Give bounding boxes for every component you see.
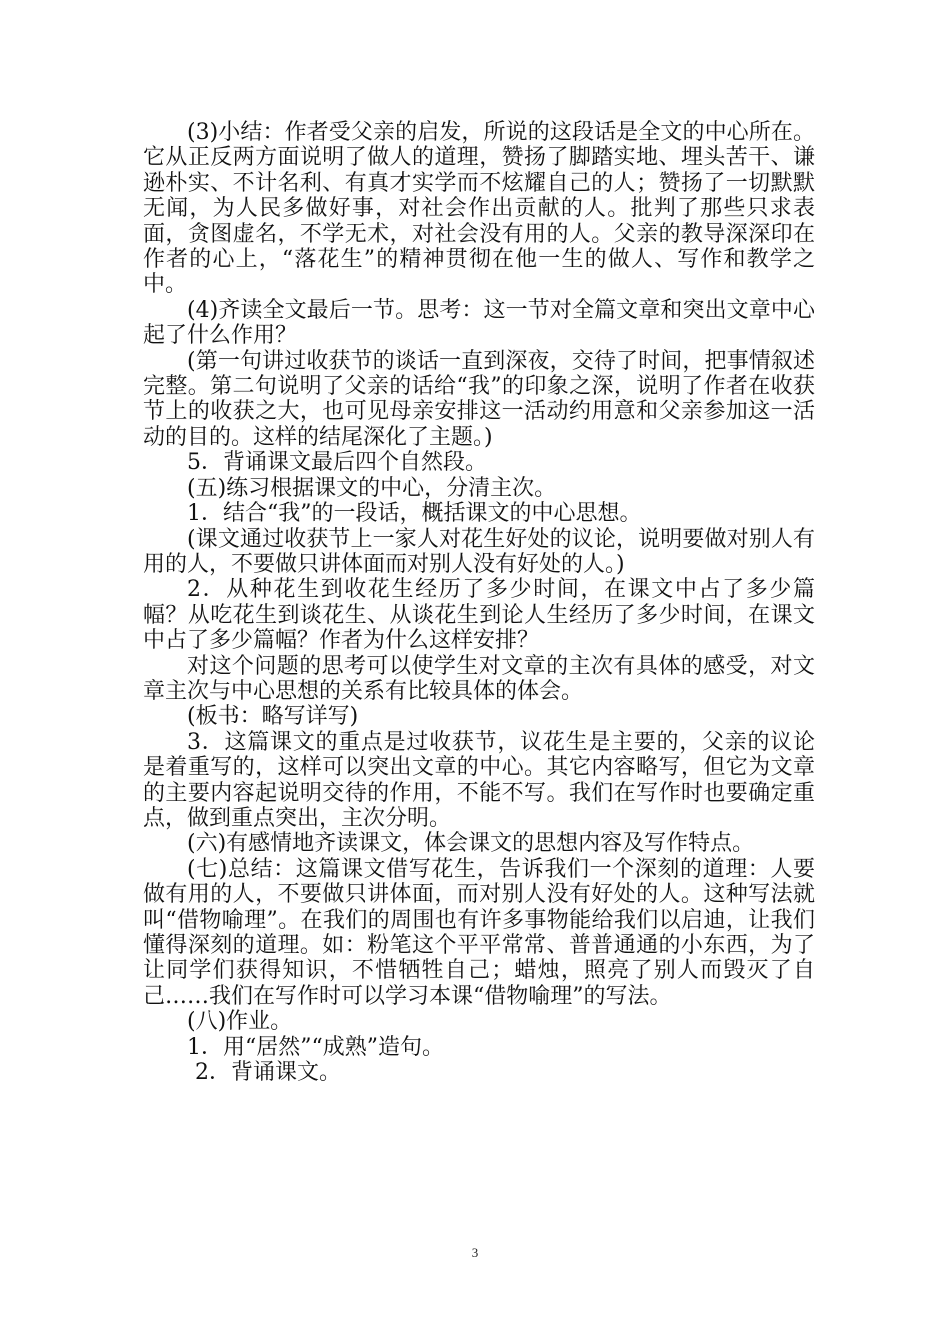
- paragraph-exercise-2: 2．从种花生到收花生经历了多少时间，在课文中占了多少篇幅？从吃花生到谈花生、从谈花生到论人生经历了多少时间，在课文中占了多少篇幅？作者为什么这样安排？: [143, 577, 815, 654]
- paragraph-answer-4: (第一句讲过收获节的谈话一直到深夜，交待了时间，把事情叙述完整。第二句说明了父亲的话给“我”的印象之深，说明了作者在收获节上的收获之大，也可见母亲安排这一活动约用意和父亲参加这一活动的目的。这样的结尾深化了主题。): [143, 348, 815, 450]
- paragraph-homework-2: 2．背诵课文。: [195, 1060, 341, 1086]
- paragraph-recite-5: 5．背诵课文最后四个自然段。: [187, 450, 487, 476]
- paragraph-blackboard: (板书：略写详写): [187, 704, 359, 730]
- paragraph-homework-1: 1．用“居然”“成熟”造句。: [187, 1034, 444, 1060]
- paragraph-exercise-1: 1．结合“我”的一段话，概括课文的中心思想。: [187, 501, 642, 527]
- paragraph-summary-3: (3)小结：作者受父亲的启发，所说的这段话是全文的中心所在。它从正反两方面说明了做人的道理，赞扬了脚踏实地、埋头苦干、谦逊朴实、不计名利、有真才实学而不炫耀自己的人；赞扬了一切默默无闻，为人民多做好事，对社会作出贡献的人。批判了那些只求表面，贪图虚名，不学无术，对社会没有用的人。父亲的教导深深印在作者的心上，“落花生”的精神贯彻在他一生的做人、写作和教学之中。: [143, 120, 815, 298]
- paragraph-section-5: (五)练习根据课文的中心，分清主次。: [187, 475, 557, 501]
- paragraph-exercise-3: 3．这篇课文的重点是过收获节，议花生是主要的，父亲的议论是着重写的，这样可以突出文章的中心。其它内容略写，但它为文章的主要内容起说明交待的作用，不能不写。我们在写作时也要确定重点，做到重点突出，主次分明。: [143, 729, 815, 831]
- paragraph-section-8: (八)作业。: [187, 1009, 293, 1035]
- paragraph-question-4: (4)齐读全文最后一节。思考：这一节对全篇文章和突出文章中心起了什么作用？: [143, 297, 815, 349]
- paragraph-exercise-2-note: 对这个问题的思考可以使学生对文章的主次有具体的感受，对文章主次与中心思想的关系有比较具体的体会。: [143, 653, 815, 704]
- page-number: 3: [471, 1245, 479, 1260]
- paragraph-section-7: (七)总结：这篇课文借写花生，告诉我们一个深刻的道理：人要做有用的人，不要做只讲体面，而对别人没有好处的人。这种写法就叫“借物喻理”。在我们的周围也有许多事物能给我们以启迪，让我们懂得深刻的道理。如：粉笔这个平平常常、普普通通的小东西，为了让同学们获得知识，不惜牺牲自己；蜡烛，照亮了别人而毁灭了自己……我们在写作时可以学习本课“借物喻理”的写法。: [143, 856, 815, 1009]
- paragraph-exercise-1-answer: (课文通过收获节上一家人对花生好处的议论，说明要做对别人有用的人，不要做只讲体面而对别人没有好处的人。): [143, 526, 815, 577]
- document-body: [143, 120, 815, 1085]
- paragraph-section-6: (六)有感情地齐读课文，体会课文的思想内容及写作特点。: [187, 831, 755, 857]
